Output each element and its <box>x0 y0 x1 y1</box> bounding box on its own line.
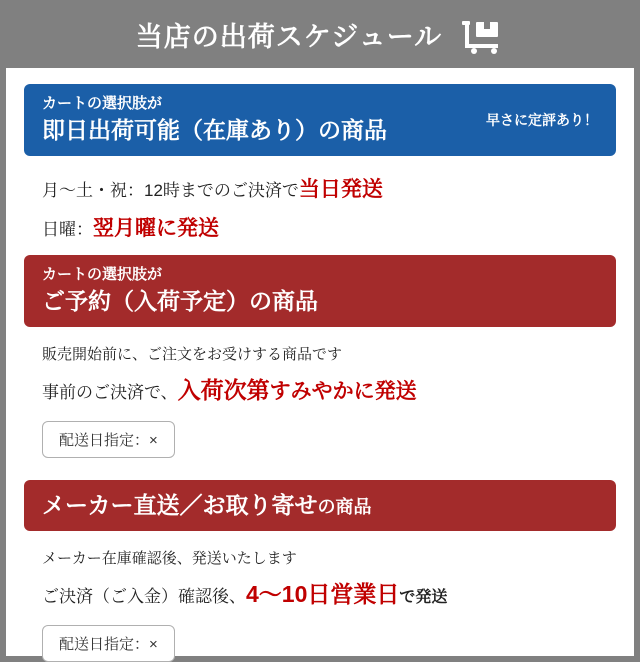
section-band-reservation <box>24 255 616 327</box>
delivery-date-tag: 配送日指定：× <box>42 421 175 458</box>
page-header <box>6 6 634 68</box>
section-detail-reservation <box>24 327 616 464</box>
detail-line-prefix: 販売開始前に、ご注文をお受けする商品です <box>42 345 343 363</box>
section-detail-dropship <box>24 531 616 668</box>
band-big-label: 即日出荷可能（在庫あり）の商品 <box>42 116 387 143</box>
detail-line <box>42 369 606 413</box>
detail-line <box>42 573 606 617</box>
detail-line-emphasis: 当日発送 <box>298 177 383 201</box>
band-small-label: カートの選択肢が <box>42 95 163 112</box>
band-text-group <box>42 266 318 316</box>
detail-line-suffix: すみやかに発送 <box>269 380 417 404</box>
schedule-content <box>6 68 634 668</box>
section-band-dropship <box>24 480 616 531</box>
detail-line <box>42 209 606 249</box>
hand-truck-icon <box>460 20 504 54</box>
band-text-group <box>42 95 387 145</box>
detail-line <box>42 341 606 370</box>
detail-line-emphasis: 4〜10日営業日 <box>246 581 400 608</box>
detail-line-prefix: メーカー在庫確認後、発送いたします <box>42 549 297 567</box>
detail-line-prefix: 日曜： <box>42 220 93 240</box>
band-big-label <box>42 492 372 518</box>
band-small-label: カートの選択肢が <box>42 266 163 284</box>
detail-line <box>42 170 606 210</box>
detail-line-prefix: ご決済（ご入金）確認後、 <box>42 587 246 607</box>
band-note: 早さに定評あり！ <box>486 111 598 128</box>
section-band-immediate <box>24 84 616 156</box>
detail-line-emphasis: 入荷次第 <box>177 377 270 404</box>
page-title: 当店の出荷スケジュール <box>135 21 443 52</box>
band-big-label: ご予約（入荷予定）の商品 <box>42 288 318 315</box>
band-big-label-suffix: の商品 <box>317 496 372 517</box>
detail-line <box>42 545 606 574</box>
detail-line-prefix: 月〜土・祝：12時までのご決済で <box>42 180 299 200</box>
section-detail-immediate <box>24 156 616 256</box>
band-text-group <box>42 491 372 520</box>
delivery-date-tag: 配送日指定：× <box>42 625 175 662</box>
band-big-label-main: メーカー直送／お取り寄せ <box>42 491 318 518</box>
detail-line-suffix: で発送 <box>399 589 448 607</box>
detail-line-prefix: 事前のご決済で、 <box>42 383 178 403</box>
detail-line-emphasis: 翌月曜に発送 <box>93 217 219 241</box>
